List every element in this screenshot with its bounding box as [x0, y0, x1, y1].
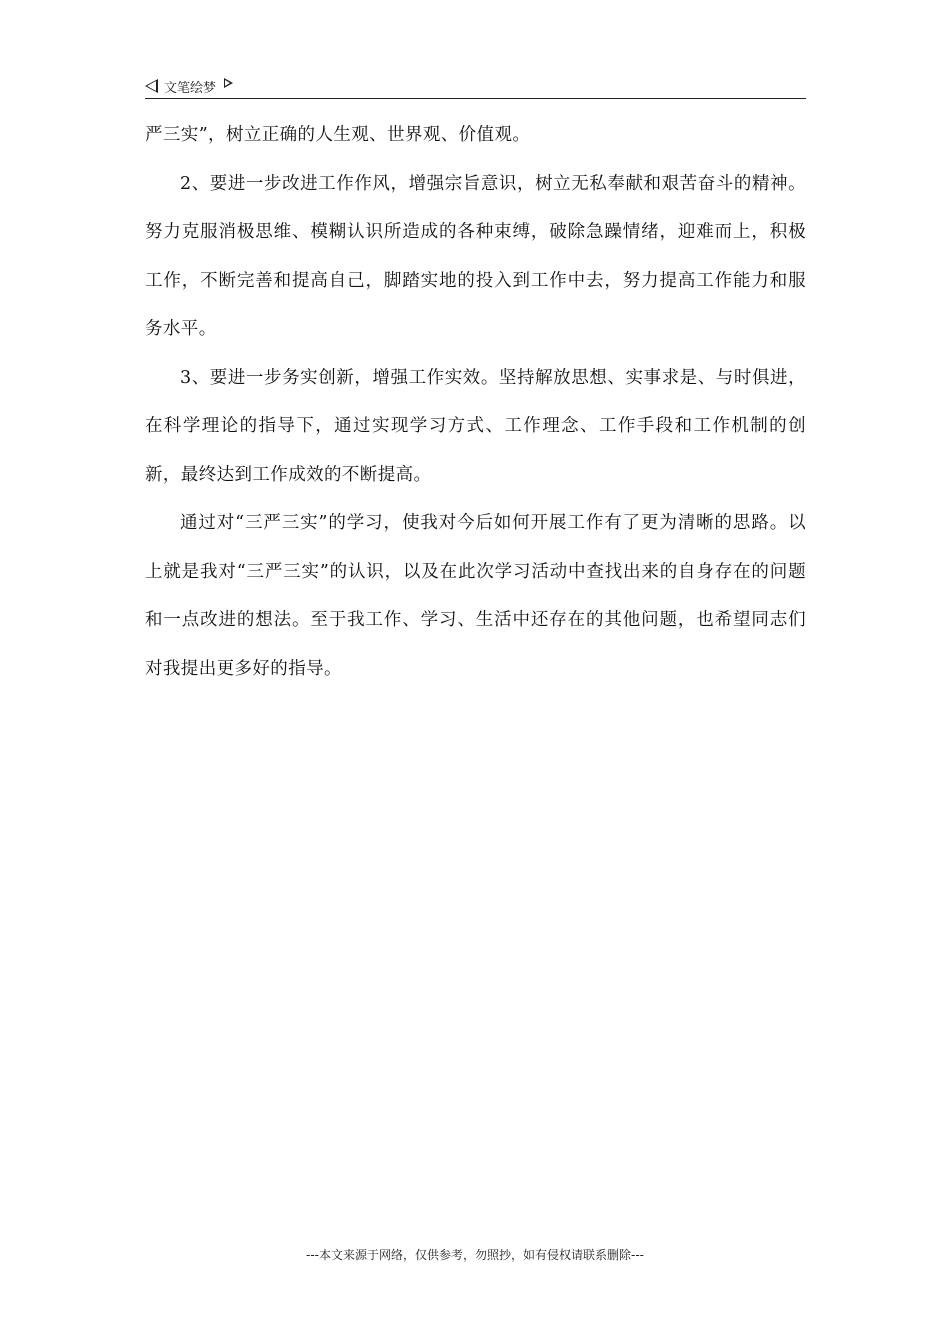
paragraph-item-3: 3、要进一步务实创新，增强工作实效。坚持解放思想、实事求是、与时俱进，在科学理论的指导下，通过实现学习方式、工作理念、工作手段和工作机制的创新，最终达到工作成效的不断提高。 [145, 367, 806, 485]
header-title: 文笔绘梦 [164, 80, 217, 96]
paragraph-conclusion: 通过对“三严三实”的学习，使我对今后如何开展工作有了更为清晰的思路。以上就是我对“三严三实”的认识，以及在此次学习活动中查找出来的自身存在的问题和一点改进的想法。至于我工作、学习、生活中还存在的其他问题，也希望同志们对我提出更多好的指导。 [145, 513, 806, 679]
triangle-right-outline-icon [224, 78, 233, 88]
paragraph-continuation: 严三实”，树立正确的人生观、世界观、价值观。 [145, 125, 531, 145]
paragraph-item-2: 2、要进一步改进工作作风，增强宗旨意识，树立无私奉献和艰苦奋斗的精神。努力克服消极思维、模糊认识所造成的各种束缚，破除急躁情绪，迎难而上，积极工作，不断完善和提高自己，脚踏实地的投入到工作中去，努力提高工作能力和服务水平。 [145, 173, 806, 339]
page-footer: ---本文来源于网络，仅供参考，勿照抄，如有侵权请联系删除--- [306, 1248, 644, 1262]
page-header [145, 74, 806, 99]
triangle-left-outline-icon [145, 79, 158, 93]
document-body [145, 111, 806, 693]
